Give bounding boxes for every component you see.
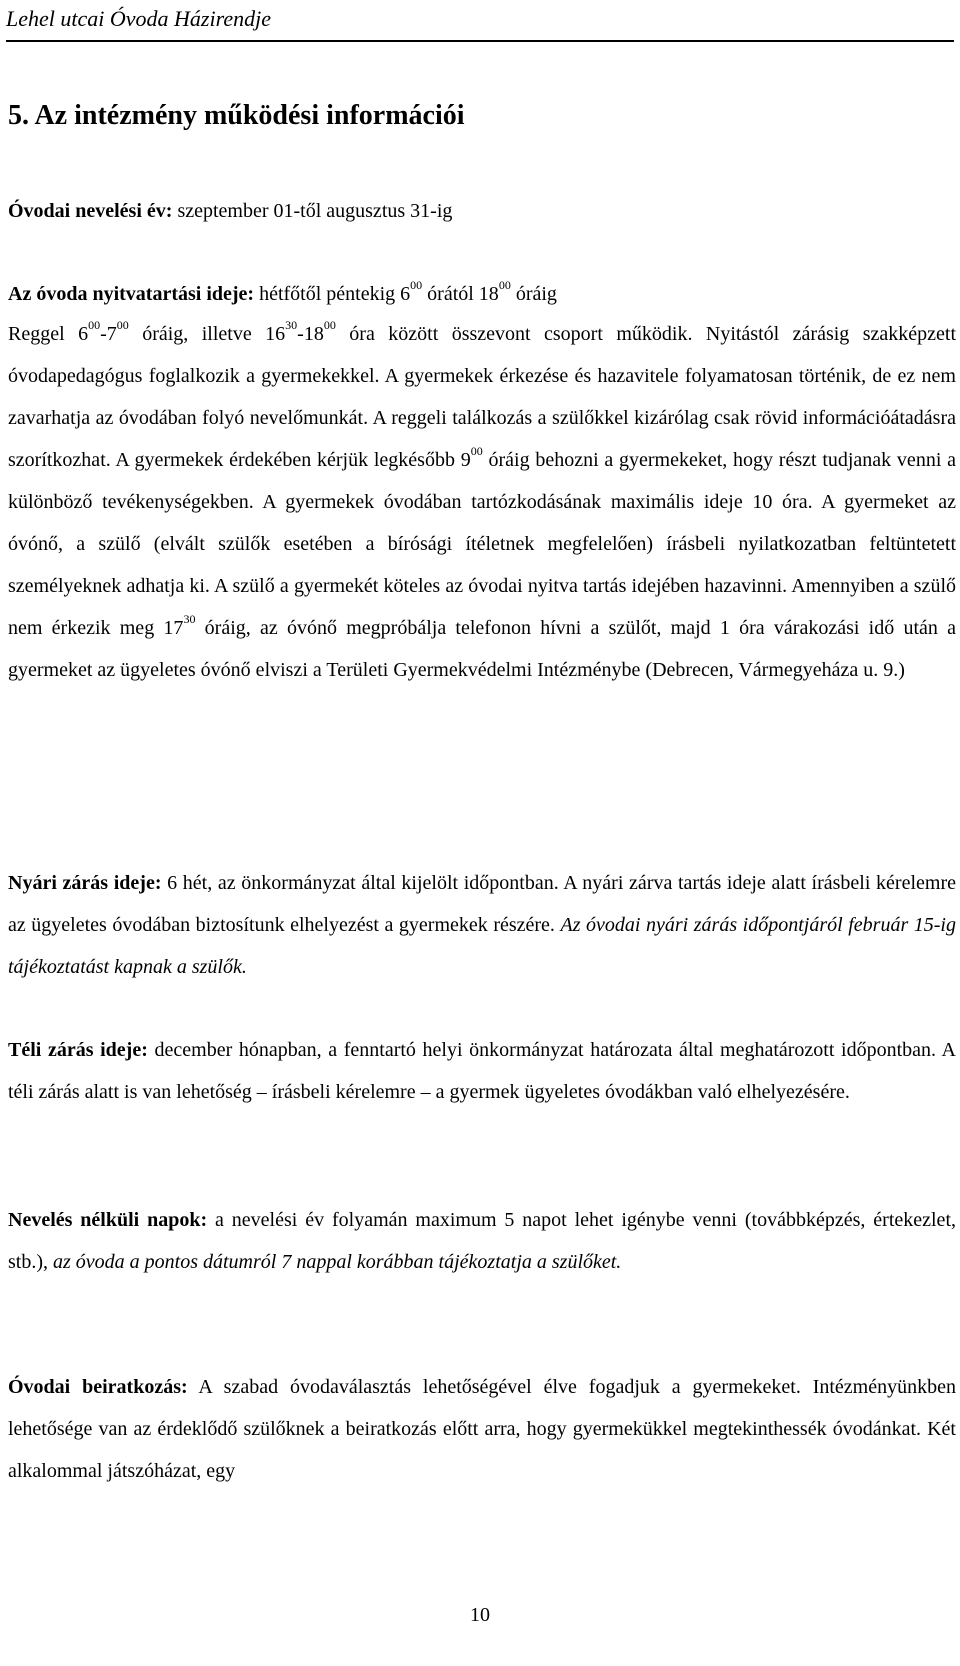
- superscript: 30: [285, 318, 298, 333]
- summer-closing-label: Nyári zárás ideje:: [8, 872, 162, 894]
- superscript: 00: [116, 318, 129, 333]
- superscript: 30: [183, 612, 196, 627]
- winter-closing-label: Téli zárás ideje:: [8, 1039, 148, 1061]
- opening-text: órától 18: [422, 283, 499, 305]
- enrollment-text: A szabad óvodaválasztás lehetőségével élve fogadjuk a gyermekeket. Intézményünkben lehetősége van az érdeklődő szülőknek a beiratkozás előtt arra, hogy gyermekükkel megtekinthessék óvodánkat. Két alkalommal játszóházat, egy: [8, 1376, 956, 1482]
- page-number: 10: [470, 1604, 490, 1626]
- school-year-label: Óvodai nevelési év:: [8, 200, 173, 222]
- header-title: Lehel utcai Óvoda Házirendje: [6, 6, 271, 31]
- school-year-paragraph: [8, 190, 956, 232]
- non-teaching-days-text: a nevelési év folyamán maximum 5 napot lehet igénybe venni (továbbképzés, értekezlet, stb.),: [8, 1209, 956, 1273]
- page-header: [6, 6, 954, 42]
- non-teaching-days-note: az óvoda a pontos dátumról 7 nappal korábban tájékoztatja a szülőket.: [53, 1251, 622, 1273]
- paragraph-text: óra között összevont csoport működik. Nyitástól zárásig szakképzett óvodapedagógus foglalkozik a gyermekekkel. A gyermekek érkezése és hazavitele folyamatosan történik, de ez nem zavarhatja az óvodában folyó nevelőmunkát. A reggeli találkozás a szülőkkel kizárólag csak rövid információátadásra szorítkozhat. A gyermekek érdekében kérjük legkésőbb 9: [8, 323, 957, 471]
- non-teaching-days-label: Nevelés nélküli napok:: [8, 1209, 208, 1231]
- winter-closing-paragraph: [8, 1029, 956, 1113]
- opening-hours-label: Az óvoda nyitvatartási ideje:: [8, 283, 255, 305]
- superscript: 00: [410, 278, 423, 293]
- superscript: 00: [323, 318, 336, 333]
- opening-text: hétfőtől péntekig 6: [254, 283, 411, 305]
- opening-text: óráig: [510, 283, 557, 305]
- summer-closing-text: 6 hét, az önkormányzat által kijelölt időpontban. A nyári zárva tartás ideje alatt írásbeli kérelemre az ügyeletes óvodában biztosítunk elhelyezést a gyermekek részére.: [8, 872, 956, 936]
- section-title: 5. Az intézmény működési információi: [8, 100, 465, 131]
- paragraph-text: óráig, illetve 16: [128, 323, 286, 345]
- non-teaching-days-paragraph: [8, 1199, 956, 1283]
- paragraph-text: óráig behozni a gyermekeket, hogy részt tudjanak venni a különböző tevékenységekben. A gyermekek óvodában tartózkodásának maximális ideje 10 óra. A gyermeket az óvónő, a szülő (elvált szülők esetében a bírósági ítéletnek megfelelően) írásbeli nyilatkozatban feltüntetett személyeknek adhatja ki. A szülő a gyermekét köteles az óvodai nyitva tartás idejében hazavinni. Amennyiben a szülő nem érkezik meg 17: [8, 449, 957, 639]
- morning-paragraph: [8, 313, 956, 691]
- summer-closing-paragraph: [8, 862, 956, 988]
- enrollment-label: Óvodai beiratkozás:: [8, 1376, 188, 1398]
- paragraph-text: óráig, az óvónő megpróbálja telefonon hívni a szülőt, majd 1 óra várakozási idő után a gyermeket az ügyeletes óvónő elviszi a Területi Gyermekvédelmi Intézménybe (Debrecen, Vármegyeháza u. 9.): [8, 617, 956, 681]
- superscript: 00: [498, 278, 511, 293]
- opening-hours-line: [8, 273, 956, 315]
- paragraph-text: Reggel 6: [8, 323, 89, 345]
- winter-closing-text: december hónapban, a fenntartó helyi önkormányzat határozata által meghatározott időpontban. A téli zárás alatt is van lehetőség – írásbeli kérelemre – a gyermek ügyeletes óvodákban való elhelyezésére.: [8, 1039, 956, 1103]
- paragraph-text: -18: [297, 323, 324, 345]
- enrollment-paragraph: [8, 1366, 956, 1492]
- paragraph-text: -7: [100, 323, 117, 345]
- school-year-text: szeptember 01-től augusztus 31-ig: [172, 200, 453, 222]
- superscript: 00: [88, 318, 101, 333]
- summer-closing-note: Az óvodai nyári zárás időpontjáról február 15-ig tájékoztatást kapnak a szülők.: [8, 914, 956, 978]
- superscript: 00: [470, 444, 483, 459]
